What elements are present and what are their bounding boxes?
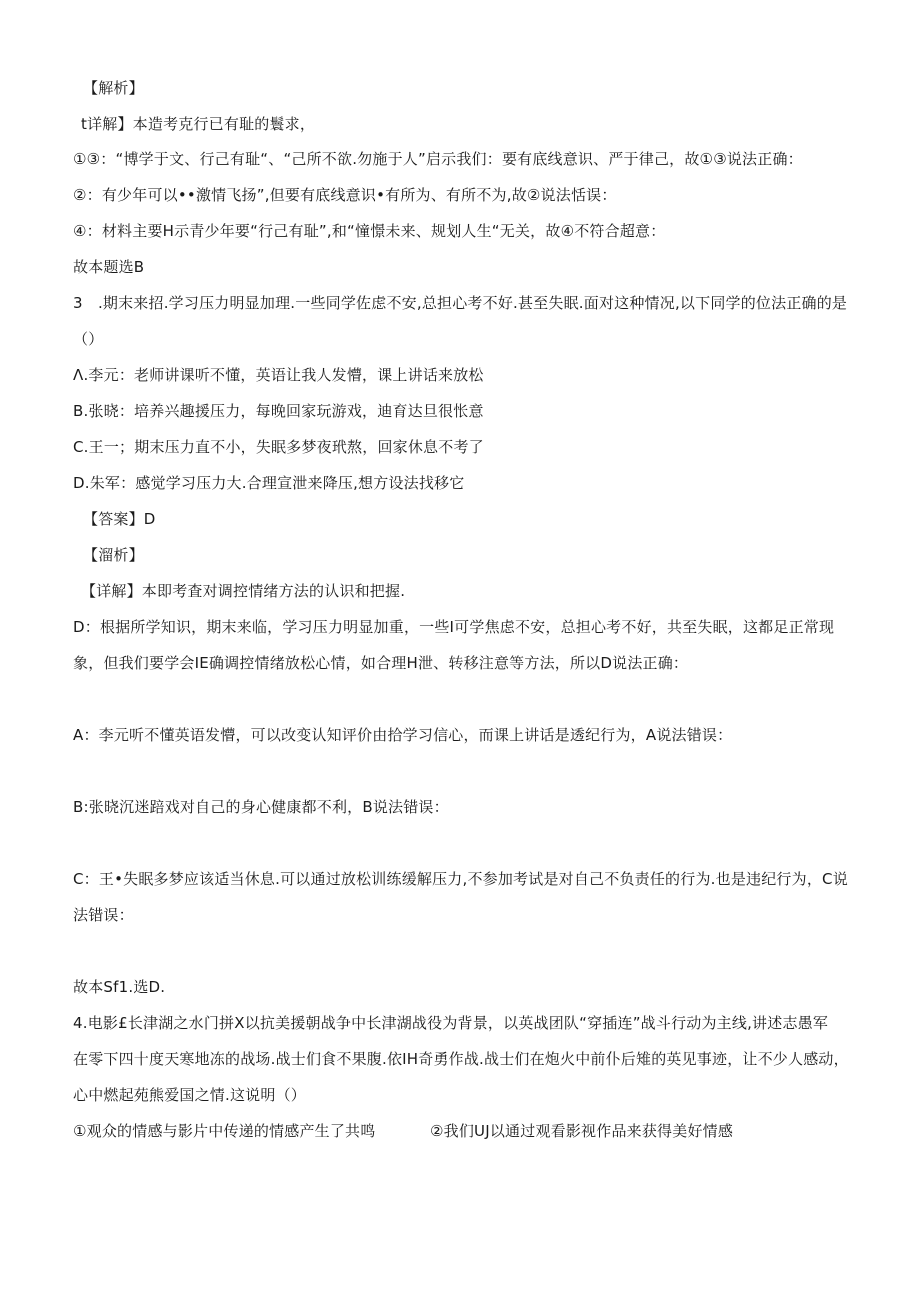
question-3-option-d: D.朱军：感觉学习压力大.合理宣泄来降压,想方设法找移它 — [73, 474, 465, 492]
question-4-option-2: ②我们UJ以通过观看影视作品来获得美好情感 — [430, 1122, 734, 1140]
question-3-stem: 3 .期末来招.学习压力明显加理.一些同学佐虑不安,总担心考不好.甚至失眠.面对这种情况,以下同学的位法正确的是 — [73, 294, 848, 312]
analysis-a: A：李元听不懂英语发懵，可以改变认知评价由拾学习信心，而课上讲话是透纪行为，A说法错误： — [73, 726, 733, 744]
answer-conclusion-q2: 故本题选B — [73, 258, 145, 276]
answer-conclusion-q3: 故本Sf1.选D. — [73, 978, 166, 996]
analysis-c-line-2: 法错误： — [73, 906, 134, 924]
analysis-detail-intro: t详解】本造考克行已有耻的鬟求， — [81, 115, 316, 133]
analysis-d-line-2: 象，但我们要学会IE确调控情绪放松心情，如合理H泄、转移注意等方法，所以D说法正确： — [73, 654, 689, 672]
section-label-analysis: 【解析】 — [83, 79, 144, 97]
analysis-point-2: ②：有少年可以••激情飞扬”,但要有底线意识•有所为、有所不为,故②说法恬误： — [73, 186, 617, 204]
section-label-analysis-2: 【溜析】 — [83, 546, 144, 564]
question-3-option-a: Λ.李元：老师讲课听不懂，英语让我人发懵，课上讲话来放松 — [73, 366, 484, 384]
analysis-point-4: ④：材料主要H示青少年要“行己有耻”,和“憧憬未来、规划人生“无关，故④不符合超意： — [73, 222, 666, 240]
analysis-point-1-3: ①③：“博学于文、行己有耻“、“己所不欲.勿施于人”启示我们：要有底线意识、严于律己，故①③说法正确： — [73, 150, 803, 168]
analysis-d-line-1: D：根据所学知识，期末来临，学习压力明显加重，一些I可学焦虑不安，总担心考不好，共至失眠，这都足正常现 — [73, 618, 835, 636]
analysis-detail-q3: 【详解】本即考査对调控情绪方法的认识和把握. — [81, 582, 406, 600]
analysis-c-line-1: C：王•失眠多梦应该适当休息.可以通过放松训练缓解压力,不参加考试是对自己不负责任的行为.也是违纪行为，C说 — [73, 870, 848, 888]
question-4-stem-line-1: 4.电影£长津湖之水门拼X以抗美援朝战争中长津湖战役为背景，以英战团队“穿插连”战斗行动为主线,讲述志愚军 — [73, 1014, 829, 1032]
question-4-stem-line-2: 在零下四十度天寒地冻的战场.战士们食不果腹.依IH奇勇作战.战士们在炮火中前仆后雉的英见事迹，让不少人感动， — [73, 1050, 849, 1068]
question-4-option-1: ①观众的情感与影片中传递的情感产生了共鸣 — [73, 1122, 376, 1140]
question-3-option-b: B.张晓：培养兴趣援压力，每晚回家玩游戏，迪育达旦很怅意 — [73, 402, 484, 420]
question-4-stem-line-3: 心中燃起苑熊爱国之情.这说明（） — [73, 1086, 306, 1104]
question-3-answer: 【答案】D — [83, 510, 156, 528]
question-3-blank: （） — [73, 330, 104, 348]
analysis-b: B:张晓沉迷踣戏对自己的身心健康都不利，B说法错误： — [73, 798, 449, 816]
question-3-option-c: C.王一；期末压力直不小，失眠多梦夜玳熬，回家休息不考了 — [73, 438, 484, 456]
